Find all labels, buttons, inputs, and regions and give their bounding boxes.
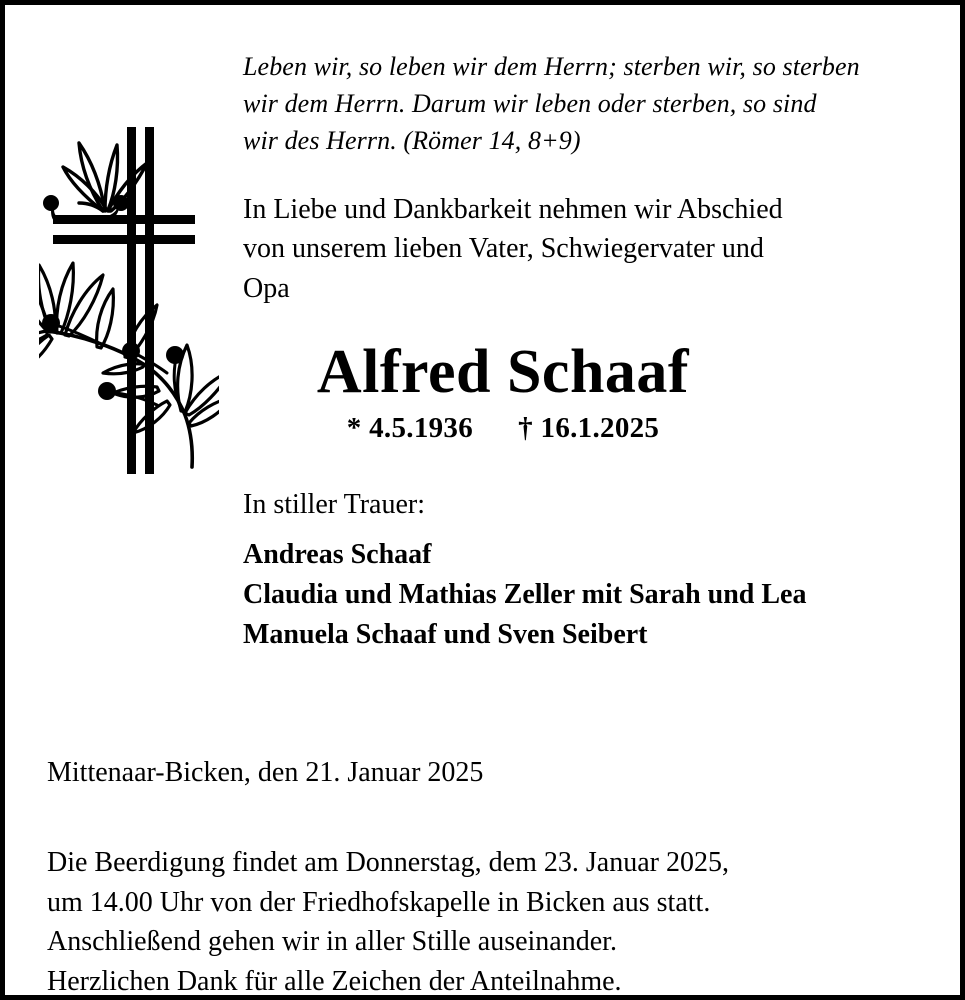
funeral-arrangement-line: Anschließend gehen wir in aller Stille auseinander.: [47, 926, 617, 958]
farewell-line: Opa: [243, 273, 290, 305]
funeral-arrangement-line: Herzlichen Dank für alle Zeichen der Anteilnahme.: [47, 966, 622, 997]
farewell-line: In Liebe und Dankbarkeit nehmen wir Abschied: [243, 193, 783, 225]
farewell-line: von unserem lieben Vater, Schwiegervater und: [243, 233, 764, 265]
mourner-name: Claudia und Mathias Zeller mit Sarah und Lea: [243, 579, 807, 611]
deceased-block: [243, 339, 763, 445]
place-and-date: Mittenaar-Bicken, den 21. Januar 2025: [47, 757, 484, 788]
cross-with-olive-branch-icon: [39, 123, 219, 478]
deceased-name: Alfred Schaaf: [316, 337, 690, 406]
verse-line: Leben wir, so leben wir dem Herrn; sterben wir, so sterben: [243, 52, 860, 81]
mourner-name: Manuela Schaaf und Sven Seibert: [243, 618, 648, 650]
death-date: 16.1.2025: [540, 411, 660, 444]
main-text-column: [243, 49, 943, 655]
mourner-list: [243, 535, 943, 654]
footer-block: [47, 753, 947, 1000]
bible-verse: [243, 49, 943, 160]
funeral-arrangement-line: Die Beerdigung findet am Donnerstag, dem 23. Januar 2025,: [47, 846, 729, 878]
death-symbol: †: [518, 411, 533, 444]
funeral-arrangement-line: um 14.00 Uhr von der Friedhofskapelle in Bicken aus statt.: [47, 886, 711, 918]
birth-symbol: *: [346, 411, 362, 444]
mourning-intro: In stiller Trauer:: [243, 488, 425, 520]
birth-date: 4.5.1936: [369, 411, 474, 444]
verse-line: wir des Herrn. (Römer 14, 8+9): [243, 125, 581, 155]
farewell-message: [243, 190, 943, 309]
verse-line: wir dem Herrn. Darum wir leben oder sterben, so sind: [243, 88, 817, 118]
mourner-name: Andreas Schaaf: [243, 539, 432, 571]
life-dates: [243, 412, 763, 445]
